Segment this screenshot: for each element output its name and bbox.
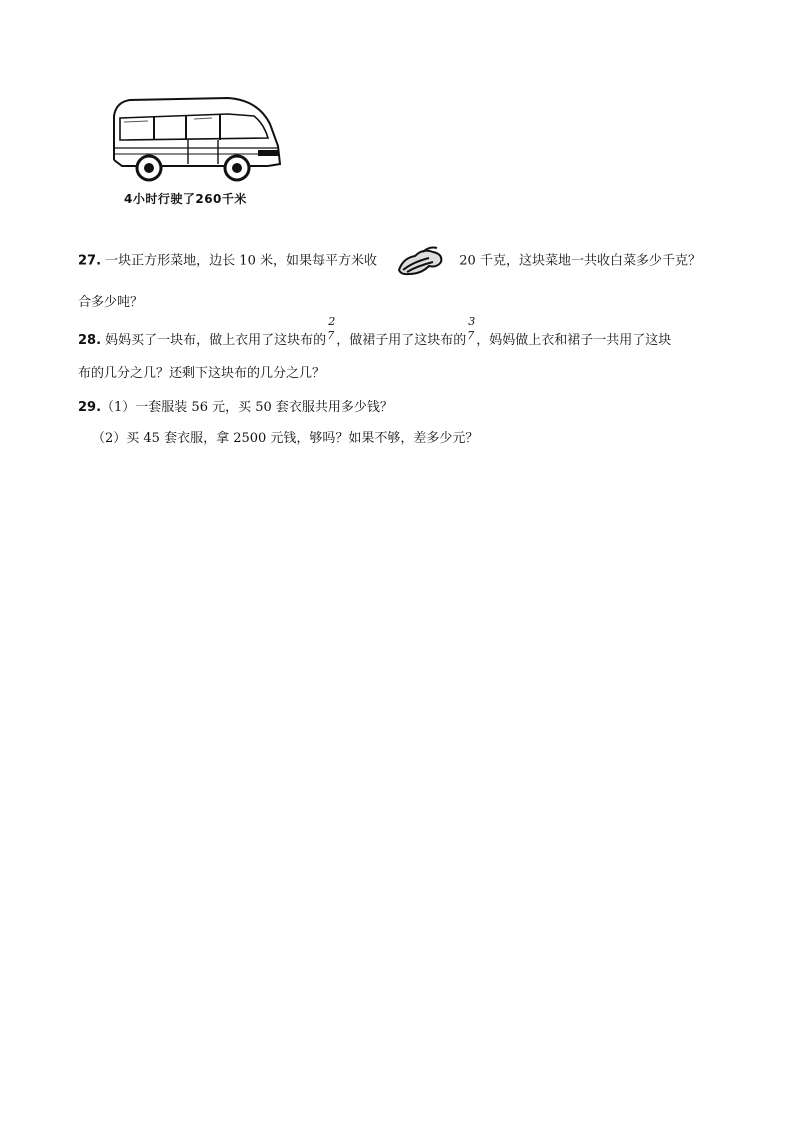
question-29-number: 29. [78,400,102,415]
figure-caption: 4小时行驶了260千米 [124,192,247,206]
fraction-two-sevenths [327,315,336,344]
question-27-line2: 合多少吨？ [78,295,144,310]
question-27-text-a: 一块正方形菜地，边长 10 米，如果每平方米收 [105,253,377,269]
question-28-number: 28. [78,333,102,348]
cabbage-icon [393,244,445,278]
fraction-denominator: 7 [327,329,335,342]
question-27-line1 [78,244,701,278]
question-28-line1 [78,315,672,348]
question-29-part2: （2）买 45 套衣服，拿 2500 元钱，够吗？如果不够，差多少元？ [92,431,479,446]
question-29-line1 [78,396,393,415]
question-27-text-b: 20 千克，这块菜地一共收白菜多少千克？ [459,253,701,269]
fraction-numerator: 2 [328,315,336,328]
question-28-text-b: ，做裙子用了这块布的 [336,333,467,348]
question-28-text-a: 妈妈买了一块布，做上衣用了这块布的 [105,333,327,348]
question-29-part1: （1）一套服装 56 元，买 50 套衣服共用多少钱？ [101,400,393,415]
van-icon [108,94,284,184]
fraction-denominator: 7 [467,329,475,342]
question-28-line2: 布的几分之几？还剩下这块布的几分之几？ [78,366,326,381]
fraction-numerator: 3 [468,315,476,328]
fraction-three-sevenths [467,315,476,344]
question-27-number: 27. [78,253,102,269]
question-28-text-c: ，妈妈做上衣和裙子一共用了这块 [476,333,672,348]
